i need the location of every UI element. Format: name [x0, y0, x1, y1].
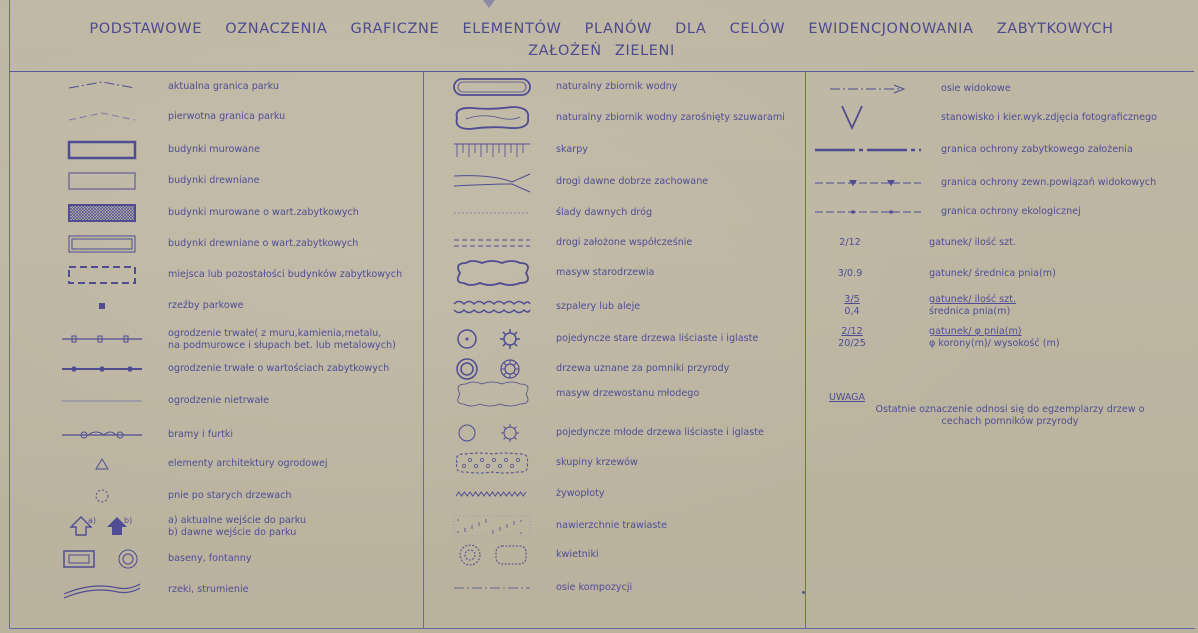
natural-pond-icon — [452, 73, 532, 101]
monument-protection-boundary-icon — [813, 136, 923, 164]
title-line-1: PODSTAWOWE OZNACZENIA GRAFICZNE ELEMENTÓW PLANÓW DLA CELÓW EWIDENCJONOWANIA ZABYTKOWYCH — [89, 21, 1114, 37]
legend-label: ogrodzenie trwałe( z muru,kamienia,metalu, — [168, 328, 382, 339]
legend-label: budynki murowane — [168, 144, 261, 155]
legend-label: nawierzchnie trawiaste — [556, 520, 668, 531]
ratio-diameter-symbol: 3/0.9 — [837, 268, 863, 279]
legend-label: skarpy — [556, 144, 588, 155]
dashed-circle-icon — [62, 482, 142, 510]
legend-label: miejsca lub pozostałości budynków zabytkowych — [168, 269, 403, 280]
legend-label-line2: na podmurowce i słupach bet. lub metalowych) — [168, 340, 396, 351]
ratio4-label-bottom: φ korony(m)/ wysokość (m) — [929, 338, 1060, 349]
permanent-fence-icon — [62, 325, 142, 353]
legend-label: szpalery lub aleje — [556, 301, 641, 312]
column-divider-1 — [423, 72, 424, 628]
park-entrance-icon — [62, 512, 142, 540]
legend-label: ogrodzenie nietrwałe — [168, 395, 269, 406]
historic-masonry-building-icon — [62, 199, 142, 227]
legend-label: granica ochrony zabytkowego założenia — [941, 144, 1133, 155]
legend-label: osie widokowe — [941, 83, 1011, 94]
composition-axis-icon — [452, 574, 532, 602]
ratio-count-symbol: 2/12 — [839, 237, 861, 248]
overgrown-pond-icon — [452, 104, 532, 132]
modern-road-icon — [452, 229, 532, 257]
ratio-diameter-label: gatunek/ średnica pnia(m) — [929, 268, 1056, 279]
historic-building-remains-icon — [62, 261, 142, 289]
ratio3-top: 3/5 — [844, 294, 860, 305]
young-stand-icon — [452, 380, 532, 408]
hedge-icon — [452, 480, 532, 508]
legend-label: rzeki, strumienie — [168, 584, 249, 595]
legend-label: budynki drewniane — [168, 175, 260, 186]
monument-trees-icon — [452, 355, 532, 383]
road-trace-icon — [452, 199, 532, 227]
column-divider-2 — [805, 72, 806, 628]
shrub-group-icon — [452, 449, 532, 477]
legend-label: kwietniki — [556, 549, 599, 560]
legend-label: ślady dawnych dróg — [556, 207, 653, 218]
wooden-building-icon — [62, 167, 142, 195]
masonry-building-icon — [62, 136, 142, 164]
note-title: UWAGA — [829, 392, 866, 403]
old-stand-icon — [452, 259, 532, 287]
legend-label: masyw starodrzewia — [556, 267, 655, 278]
legend-label: drogi dawne dobrze zachowane — [556, 176, 709, 187]
ink-dot — [802, 591, 805, 594]
legend-label: ogrodzenie trwałe o wartościach zabytkowych — [168, 363, 390, 374]
legend-label: granica ochrony ekologicznej — [941, 206, 1081, 217]
note-text: Ostatnie oznaczenie odnosi się do egzemplarzy drzew o cechach pomników przyrody — [875, 404, 1145, 427]
legend-label: drzewa uznane za pomniki przyrody — [556, 363, 730, 374]
park-sculpture-icon — [62, 292, 142, 320]
flowerbed-icon — [452, 541, 532, 569]
triangle-icon — [62, 450, 142, 478]
view-axis-icon — [813, 75, 923, 103]
river-icon — [62, 576, 142, 604]
legend-label: naturalny zbiornik wodny zarośnięty szuwarami — [556, 112, 785, 123]
lawn-icon — [452, 512, 532, 540]
legend-label: bramy i furtki — [168, 429, 234, 440]
legend-label: pojedyncze młode drzewa liściaste i iglaste — [556, 427, 764, 438]
ecological-protection-boundary-icon — [813, 198, 923, 226]
legend-label: aktualna granica parku — [168, 81, 279, 92]
legend-label: baseny, fontanny — [168, 553, 252, 564]
historic-wooden-building-icon — [62, 230, 142, 258]
gate-icon — [62, 421, 142, 449]
view-protection-boundary-icon — [813, 169, 923, 197]
registration-mark — [483, 0, 495, 8]
legend-label: elementy architektury ogrodowej — [168, 458, 328, 469]
old-trees-icon — [452, 325, 532, 353]
ratio3-bottom: 0,4 — [844, 306, 860, 317]
legend-label-line2: b) dawne wejście do parku — [168, 527, 297, 538]
current-park-boundary-icon — [62, 73, 142, 101]
ratio4-top: 2/12 — [841, 326, 863, 337]
legend-label: masyw drzewostanu młodego — [556, 388, 700, 399]
legend-label: pnie po starych drzewach — [168, 490, 292, 501]
ratio3-label-top: gatunek/ ilość szt. — [929, 294, 1016, 305]
entrance-mark-a: a) — [88, 516, 97, 525]
legend-label: granica ochrony zewn.powiązań widokowych — [941, 177, 1157, 188]
slope-icon — [452, 136, 532, 164]
title-divider — [9, 71, 1194, 72]
legend-label: budynki drewniane o wart.zabytkowych — [168, 238, 359, 249]
legend-label: a) aktualne wejście do parku — [168, 515, 307, 526]
ratio-count-label: gatunek/ ilość szt. — [929, 237, 1016, 248]
legend-label: osie kompozycji — [556, 582, 633, 593]
temporary-fence-icon — [62, 387, 142, 415]
legend-label: pierwotna granica parku — [168, 111, 286, 122]
legend-label: skupiny krzewów — [556, 457, 638, 468]
fountain-icon — [62, 545, 142, 573]
old-road-icon — [452, 168, 532, 196]
ratio4-bottom: 20/25 — [838, 338, 866, 349]
photo-position-icon — [813, 104, 923, 132]
legend-title — [9, 18, 1194, 62]
legend-label: naturalny zbiornik wodny — [556, 81, 678, 92]
title-line-2: ZAŁOŻEŃ ZIELENI — [528, 43, 675, 59]
entrance-mark-b: b) — [124, 516, 133, 525]
legend-label: stanowisko i kier.wyk.zdjęcia fotograficznego — [941, 112, 1157, 123]
original-park-boundary-icon — [62, 103, 142, 131]
legend-label: pojedyncze stare drzewa liściaste i iglaste — [556, 333, 759, 344]
historic-fence-icon — [62, 355, 142, 383]
young-trees-icon — [452, 419, 532, 447]
legend-label: budynki murowane o wart.zabytkowych — [168, 207, 359, 218]
hedgerow-icon — [452, 293, 532, 321]
ratio4-label-top: gatunek/ φ pnia(m) — [929, 326, 1022, 337]
ratio3-label-bottom: średnica pnia(m) — [929, 306, 1011, 317]
legend-label: drogi założone współcześnie — [556, 237, 693, 248]
legend-label: żywopłoty — [556, 488, 605, 499]
legend-label: rzeźby parkowe — [168, 300, 244, 311]
